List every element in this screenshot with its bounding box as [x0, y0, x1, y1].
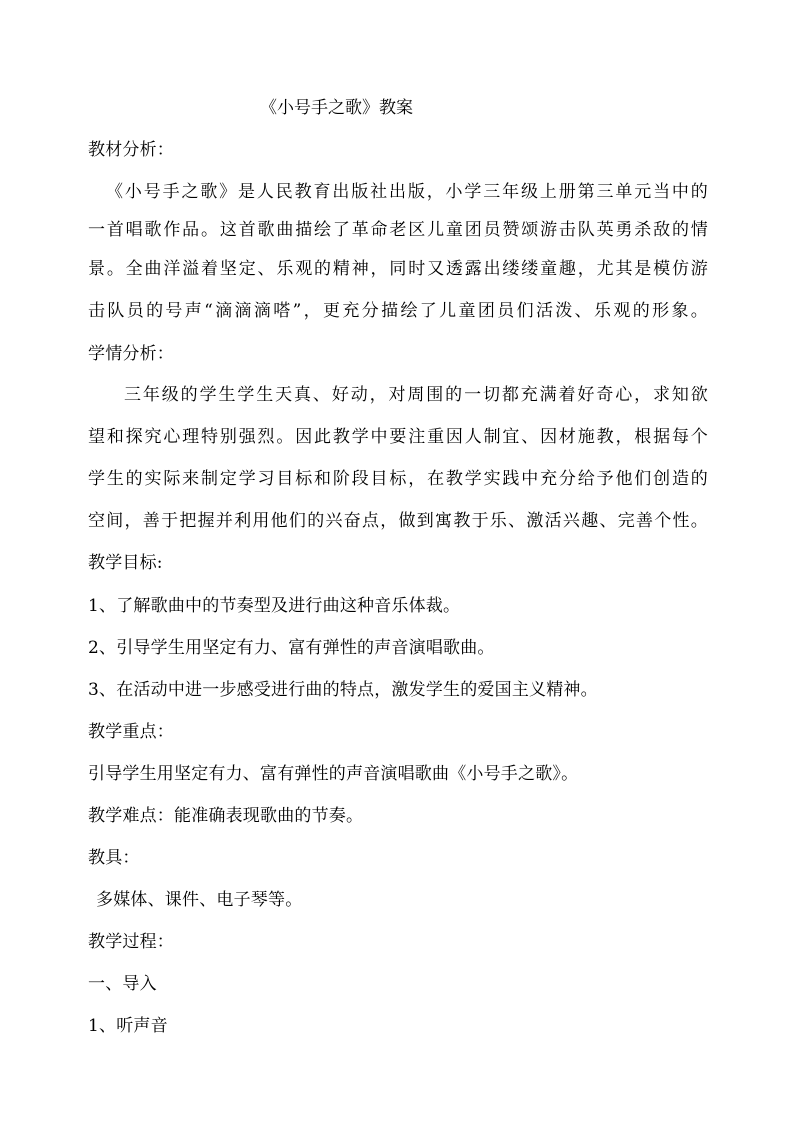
heading-textbook-analysis: 教材分析： — [88, 140, 174, 160]
heading-student-analysis: 学情分析： — [88, 344, 174, 364]
heading-teaching-process: 教学过程： — [88, 932, 174, 952]
paragraph-line: 多媒体、课件、电子琴等。 — [96, 890, 303, 910]
teaching-difficulty: 教学难点：能准确表现歌曲的节奏。 — [88, 806, 364, 826]
paragraph-line: 《小号手之歌》是人民教育出版社出版，小学三年级上册第三单元当中的 — [106, 182, 708, 202]
heading-teaching-aids: 教具： — [88, 848, 140, 868]
document-title: 《小号手之歌》教案 — [260, 98, 413, 118]
objective-item: 2、引导学生用坚定有力、富有弹性的声音演唱歌曲。 — [88, 638, 495, 658]
paragraph-line: 引导学生用坚定有力、富有弹性的声音演唱歌曲《小号手之歌》。 — [88, 764, 579, 784]
objective-item: 3、在活动中进一步感受进行曲的特点，激发学生的爱国主义精神。 — [88, 680, 598, 700]
list-item: 1、听声音 — [88, 1016, 168, 1036]
paragraph-line: 三年级的学生学生天真、好动，对周围的一切都充满着好奇心，求知欲 — [124, 385, 708, 405]
paragraph-line: 望和探究心理特别强烈。因此教学中要注重因人制宜、因材施教，根据每个 — [88, 427, 708, 447]
paragraph-line: 击队员的号声“滴滴滴嗒”，更充分描绘了儿童团员们活泼、乐观的形象。 — [88, 301, 708, 321]
paragraph-line: 学生的实际来制定学习目标和阶段目标，在教学实践中充分给予他们创造的 — [88, 469, 708, 489]
paragraph-line: 空间，善于把握并利用他们的兴奋点，做到寓教于乐、激活兴趣、完善个性。 — [88, 511, 708, 531]
objective-item: 1、了解歌曲中的节奏型及进行曲这种音乐体裁。 — [88, 596, 461, 616]
heading-teaching-focus: 教学重点： — [88, 722, 174, 742]
paragraph-line: 景。全曲洋溢着坚定、乐观的精神，同时又透露出缕缕童趣，尤其是模仿游 — [88, 259, 708, 279]
section-heading: 一、导入 — [88, 974, 157, 994]
heading-teaching-objectives: 教学目标: — [88, 553, 163, 573]
paragraph-line: 一首唱歌作品。这首歌曲描绘了革命老区儿童团员赞颂游击队英勇杀敌的情 — [88, 220, 708, 240]
